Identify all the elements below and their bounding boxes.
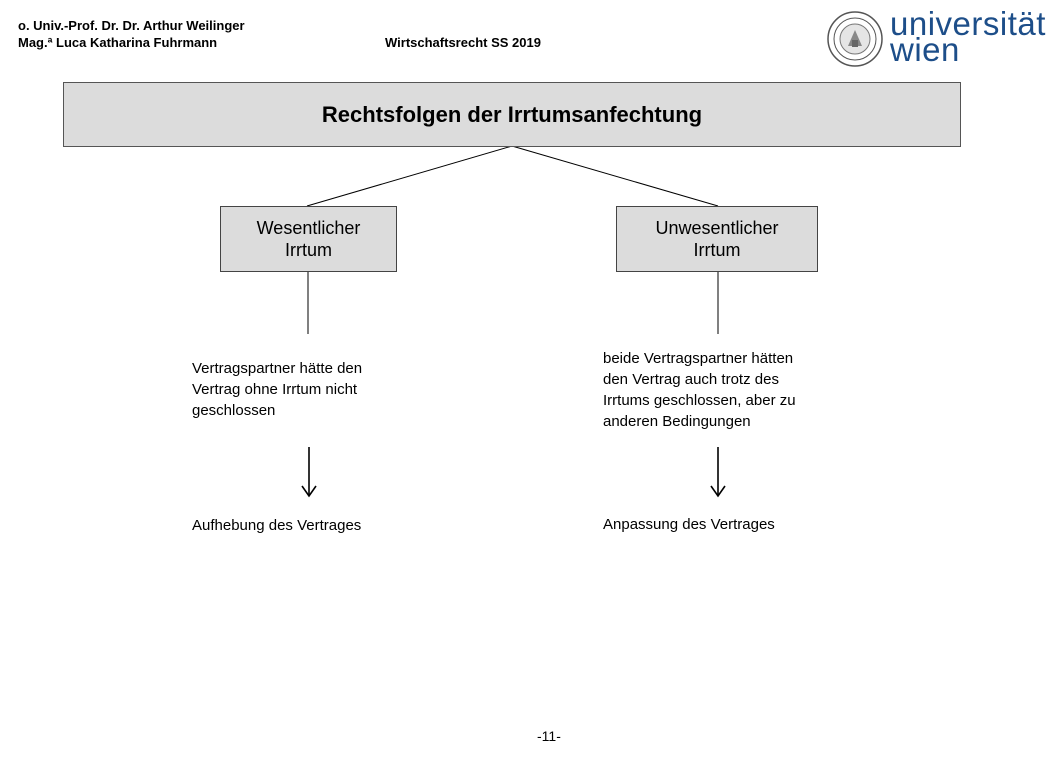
- node-unwesentlicher-irrtum: [616, 206, 818, 272]
- arrow-down-icon-right: [711, 447, 725, 496]
- node-label-line-1: Wesentlicher: [256, 218, 361, 238]
- node-wesentlicher-irrtum: [220, 206, 397, 272]
- right-condition-text: [603, 348, 863, 432]
- condition-line: Irrtums geschlossen, aber zu: [603, 392, 796, 409]
- condition-line: beide Vertragspartner hätten: [603, 350, 794, 367]
- logo-word-wien: wien: [890, 31, 960, 68]
- condition-line: geschlossen: [192, 402, 276, 419]
- condition-line: Vertragspartner hätte den: [192, 360, 363, 377]
- logo-word-universitaet: universität: [890, 5, 1046, 42]
- node-label-line-2: Irrtum: [285, 240, 332, 260]
- author-line-2: Mag.ª Luca Katharina Fuhrmann: [18, 35, 218, 50]
- condition-line: anderen Bedingungen: [603, 413, 751, 430]
- node-label-line-1: Unwesentlicher: [655, 218, 779, 238]
- condition-line: den Vertrag auch trotz des: [603, 371, 779, 388]
- node-label-line-2: Irrtum: [693, 240, 741, 260]
- arrow-down-icon-left: [302, 447, 316, 496]
- left-condition-text: [192, 358, 422, 421]
- page-number: -11-: [537, 728, 561, 744]
- condition-line: Vertrag ohne Irrtum nicht: [192, 381, 358, 398]
- author-line-1: o. Univ.-Prof. Dr. Dr. Arthur Weilinger: [18, 18, 245, 33]
- left-consequence: Aufhebung des Vertrages: [192, 517, 362, 534]
- diagram-title: Rechtsfolgen der Irrtumsanfechtung: [63, 82, 961, 147]
- course-title: Wirtschaftsrecht SS 2019: [385, 35, 541, 50]
- right-consequence: Anpassung des Vertrages: [603, 516, 775, 533]
